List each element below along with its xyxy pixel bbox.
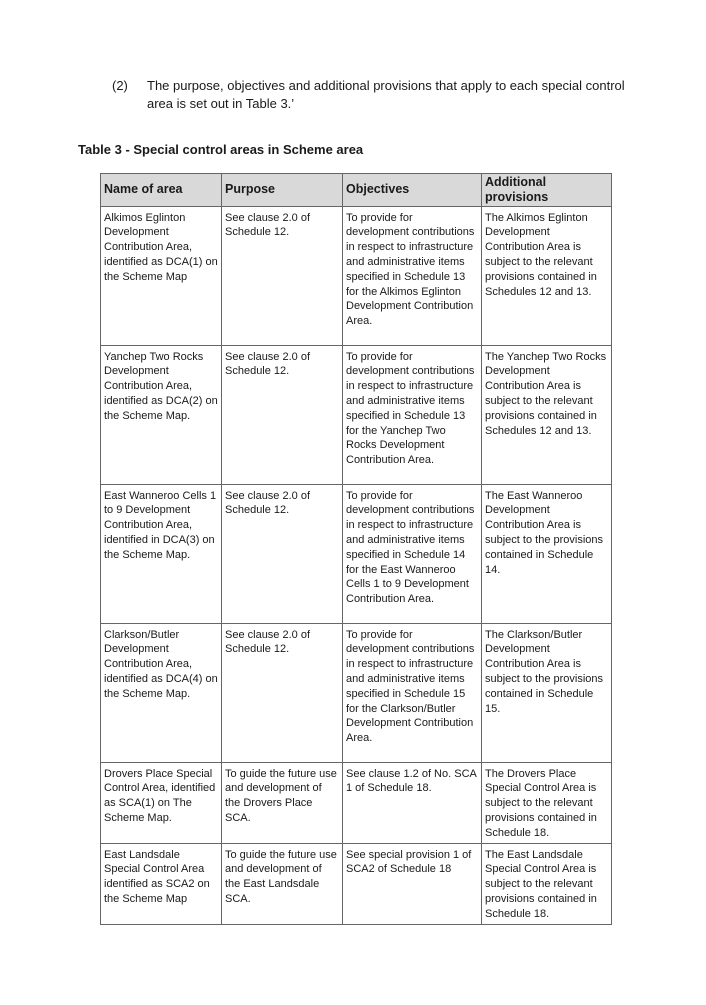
cell-name: Clarkson/Butler Development Contribution Area, identified as DCA(4) on the Scheme Map. <box>101 623 222 762</box>
special-control-areas-table <box>100 173 612 925</box>
cell-objectives: See clause 1.2 of No. SCA 1 of Schedule 18. <box>343 762 482 843</box>
cell-provisions: The Clarkson/Butler Development Contribution Area is subject to the provisions contained in Schedule 15. <box>482 623 612 762</box>
cell-name: Drovers Place Special Control Area, identified as SCA(1) on The Scheme Map. <box>101 762 222 843</box>
cell-provisions: The Alkimos Eglinton Development Contribution Area is subject to the relevant provisions contained in Schedules 12 and 13. <box>482 206 612 345</box>
table-row <box>101 762 612 843</box>
cell-provisions: The East Wanneroo Development Contribution Area is subject to the provisions contained in Schedule 14. <box>482 484 612 623</box>
header-objectives: Objectives <box>343 174 482 207</box>
table-row <box>101 206 612 345</box>
cell-provisions: The Yanchep Two Rocks Development Contribution Area is subject to the relevant provisions contained in Schedules 12 and 13. <box>482 345 612 484</box>
cell-name: Alkimos Eglinton Development Contribution Area, identified as DCA(1) on the Scheme Map <box>101 206 222 345</box>
cell-provisions: The Drovers Place Special Control Area is subject to the relevant provisions contained in Schedule 18. <box>482 762 612 843</box>
cell-purpose: See clause 2.0 of Schedule 12. <box>222 206 343 345</box>
paragraph-text: The purpose, objectives and additional provisions that apply to each special control area is set out in Table 3.’ <box>147 78 625 111</box>
table-row <box>101 484 612 623</box>
table-row <box>101 345 612 484</box>
table-header-row <box>101 174 612 207</box>
cell-purpose: See clause 2.0 of Schedule 12. <box>222 345 343 484</box>
cell-purpose: To guide the future use and development of the East Landsdale SCA. <box>222 843 343 924</box>
table-row <box>101 623 612 762</box>
cell-purpose: See clause 2.0 of Schedule 12. <box>222 484 343 623</box>
paragraph-number: (2) <box>112 78 128 93</box>
cell-name: Yanchep Two Rocks Development Contribution Area, identified as DCA(2) on the Scheme Map. <box>101 345 222 484</box>
cell-objectives: See special provision 1 of SCA2 of Schedule 18 <box>343 843 482 924</box>
header-additional-provisions: Additional provisions <box>482 174 612 207</box>
cell-objectives: To provide for development contributions in respect to infrastructure and administrative items specified in Schedule 13 for the Alkimos Eglinton Development Contribution Area. <box>343 206 482 345</box>
cell-name: East Wanneroo Cells 1 to 9 Development Contribution Area, identified in DCA(3) on the Scheme Map. <box>101 484 222 623</box>
table-row <box>101 843 612 924</box>
cell-objectives: To provide for development contributions in respect to infrastructure and administrative items specified in Schedule 14 for the East Wanneroo Cells 1 to 9 Development Contribution Area. <box>343 484 482 623</box>
header-purpose: Purpose <box>222 174 343 207</box>
header-name-of-area: Name of area <box>101 174 222 207</box>
table-caption: Table 3 - Special control areas in Scheme area <box>78 142 364 157</box>
cell-provisions: The East Landsdale Special Control Area is subject to the relevant provisions contained in Schedule 18. <box>482 843 612 924</box>
cell-purpose: See clause 2.0 of Schedule 12. <box>222 623 343 762</box>
cell-objectives: To provide for development contributions in respect to infrastructure and administrative items specified in Schedule 13 for the Yanchep Two Rocks Development Contribution Area. <box>343 345 482 484</box>
cell-name: East Landsdale Special Control Area identified as SCA2 on the Scheme Map <box>101 843 222 924</box>
cell-purpose: To guide the future use and development of the Drovers Place SCA. <box>222 762 343 843</box>
cell-objectives: To provide for development contributions in respect to infrastructure and administrative items specified in Schedule 15 for the Clarkson/Butler Development Contribution Area. <box>343 623 482 762</box>
